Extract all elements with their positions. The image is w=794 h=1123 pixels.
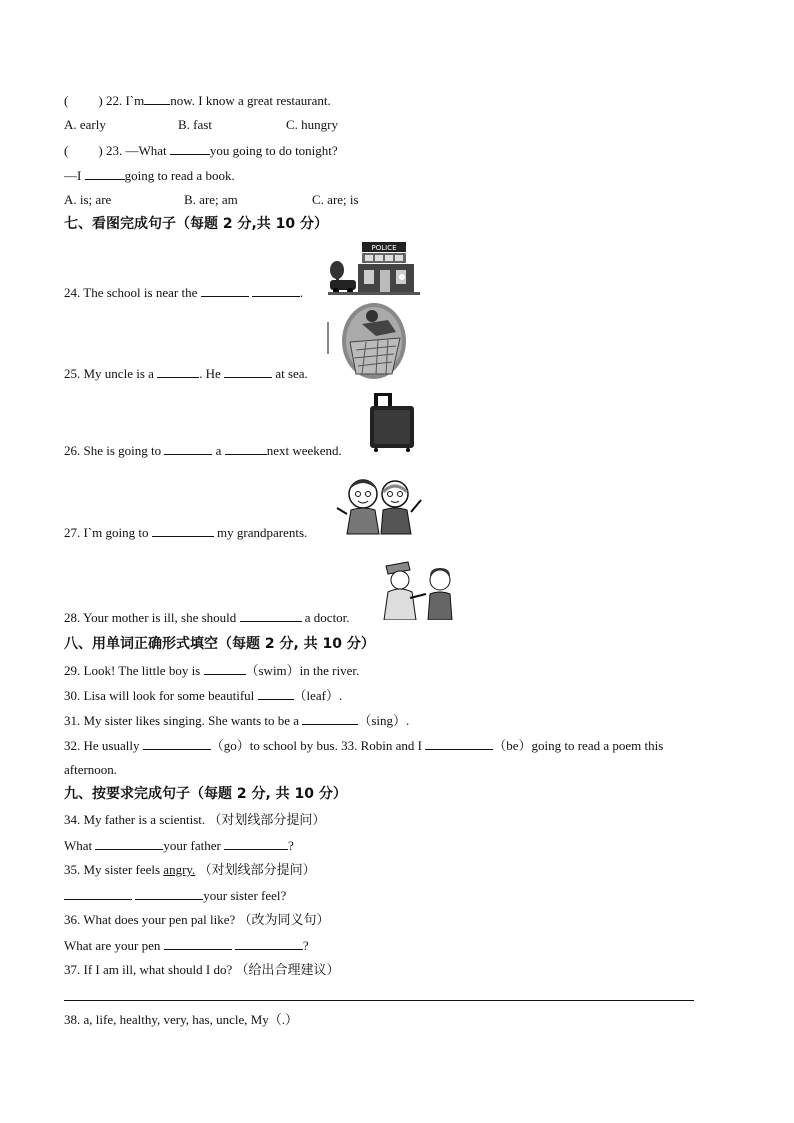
- answer-blank[interactable]: [64, 887, 132, 900]
- question-27: [64, 524, 307, 541]
- police-sign-text: POLICE: [371, 244, 397, 252]
- question-text: . He: [199, 366, 221, 381]
- answer-blank[interactable]: [95, 837, 163, 850]
- instruction-text: （给出合理建议）: [235, 962, 340, 977]
- question-text: Robin and I: [360, 738, 422, 753]
- question-text: next weekend.: [266, 443, 342, 458]
- question-number: 26.: [64, 443, 81, 458]
- answer-blank[interactable]: [164, 442, 212, 455]
- question-text: ?: [288, 838, 294, 853]
- instruction-text: （对划线部分提问）: [198, 862, 316, 877]
- question-text: a, life, healthy, very, has, uncle, My（.）: [83, 1012, 299, 1027]
- answer-line[interactable]: [64, 1000, 694, 1001]
- question-23: [64, 142, 338, 159]
- question-text: My father is a scientist.: [83, 812, 206, 827]
- answer-blank[interactable]: [235, 937, 303, 950]
- answer-blank[interactable]: [85, 167, 125, 180]
- question-text: Your mother is ill, she should: [83, 610, 237, 625]
- question-text: My sister likes singing. She wants to be a: [83, 713, 300, 728]
- question-text: Look! The little boy is: [83, 663, 201, 678]
- answer-blank[interactable]: [224, 837, 288, 850]
- option-b: B. fast: [178, 117, 212, 132]
- answer-blank[interactable]: [201, 284, 249, 297]
- answer-blank[interactable]: [225, 442, 267, 455]
- answer-blank[interactable]: [425, 737, 493, 750]
- question-text: your sister feel?: [203, 888, 287, 903]
- question-text: （be）going to read a poem this: [493, 738, 664, 753]
- question-number: 28.: [64, 610, 81, 625]
- instruction-text: （改为同义句）: [238, 912, 330, 927]
- answer-blank[interactable]: [258, 687, 294, 700]
- question-36: [64, 912, 330, 928]
- question-text: If I am ill, what should I do?: [83, 962, 233, 977]
- underlined-word: angry.: [163, 862, 196, 877]
- answer-blank[interactable]: [144, 92, 170, 105]
- question-number: 22.: [105, 93, 123, 108]
- question-number: 24.: [64, 285, 81, 300]
- question-number: 33.: [341, 738, 358, 753]
- question-29: [64, 662, 359, 679]
- question-text: now. I know a great restaurant.: [170, 93, 331, 108]
- question-number: 38.: [64, 1012, 81, 1027]
- answer-blank[interactable]: [302, 712, 358, 725]
- police-station-picture: [328, 240, 420, 295]
- question-text: My sister feels: [83, 862, 161, 877]
- question-text: （leaf）.: [293, 688, 343, 703]
- question-text: going to read a book.: [124, 168, 235, 183]
- question-text: ?: [302, 938, 309, 953]
- question-number: 37.: [64, 962, 81, 977]
- question-text: at sea.: [275, 366, 308, 381]
- question-35-answer: [64, 887, 286, 904]
- question-31: [64, 712, 409, 729]
- question-text: I`m: [125, 93, 145, 108]
- doctor-picture: [380, 558, 458, 620]
- question-22: [64, 92, 331, 109]
- question-24: [64, 284, 303, 301]
- question-number: 27.: [64, 525, 81, 540]
- question-26: [64, 442, 342, 459]
- question-text: The school is near the: [83, 285, 198, 300]
- question-text: She is going to: [83, 443, 162, 458]
- option-a: A. early: [64, 117, 106, 132]
- question-35: [64, 862, 316, 878]
- answer-paren-close: ): [98, 93, 103, 108]
- question-37: [64, 962, 340, 978]
- question-text: you going to do tonight?: [209, 143, 338, 158]
- question-25: [64, 365, 308, 382]
- instruction-text: （对划线部分提问）: [208, 812, 326, 827]
- question-text: —What: [125, 143, 167, 158]
- section-9-title: 九、按要求完成句子（每题 2 分, 共 10 分）: [64, 786, 347, 802]
- answer-paren-open: (: [64, 93, 69, 108]
- option-b: B. are; am: [184, 192, 238, 207]
- question-38: [64, 1012, 298, 1028]
- answer-blank[interactable]: [224, 365, 272, 378]
- question-text: He usually: [83, 738, 140, 753]
- suitcase-picture: [362, 392, 420, 452]
- question-text: （sing）.: [358, 713, 410, 728]
- question-text: .: [299, 285, 304, 300]
- answer-blank[interactable]: [204, 662, 246, 675]
- question-number: 36.: [64, 912, 81, 927]
- answer-blank[interactable]: [170, 142, 210, 155]
- question-number: 34.: [64, 812, 81, 827]
- section-7-title: 七、看图完成句子（每题 2 分,共 10 分）: [64, 216, 329, 232]
- question-text: your father: [163, 838, 221, 853]
- question-number: 31.: [64, 713, 81, 728]
- answer-blank[interactable]: [240, 609, 302, 622]
- question-36-answer: [64, 937, 309, 954]
- grandparents-picture: [333, 474, 425, 536]
- question-text: —I: [64, 168, 82, 183]
- question-text: Lisa will look for some beautiful: [83, 688, 255, 703]
- option-a: A. is; are: [64, 192, 112, 207]
- answer-blank[interactable]: [152, 524, 214, 537]
- question-32-33: [64, 737, 663, 754]
- answer-blank[interactable]: [143, 737, 211, 750]
- question-34-answer: [64, 837, 294, 854]
- question-text: What does your pen pal like?: [83, 912, 236, 927]
- question-number: 32.: [64, 738, 81, 753]
- question-30: [64, 687, 342, 704]
- answer-paren-open: (: [64, 143, 69, 158]
- question-text: My uncle is a: [83, 366, 154, 381]
- question-text: （swim）in the river.: [245, 663, 360, 678]
- question-23-line2: [64, 167, 235, 184]
- question-text: （go）to school by bus.: [210, 738, 338, 753]
- question-number: 23.: [105, 143, 123, 158]
- question-text: What: [64, 838, 93, 853]
- answer-paren-close: ): [98, 143, 103, 158]
- answer-blank[interactable]: [135, 887, 203, 900]
- option-c: C. hungry: [286, 117, 338, 132]
- fisherman-picture: [326, 302, 410, 380]
- question-number: 35.: [64, 862, 81, 877]
- question-text: my grandparents.: [217, 525, 308, 540]
- section-8-title: 八、用单词正确形式填空（每题 2 分, 共 10 分）: [64, 636, 375, 652]
- option-c: C. are; is: [312, 192, 359, 207]
- question-number: 29.: [64, 663, 81, 678]
- question-text: a doctor.: [304, 610, 350, 625]
- question-number: 30.: [64, 688, 81, 703]
- answer-blank[interactable]: [252, 284, 300, 297]
- question-text: I`m going to: [83, 525, 149, 540]
- question-text: a: [215, 443, 222, 458]
- question-33-line2: afternoon.: [64, 762, 118, 777]
- question-text: What are your pen: [64, 938, 161, 953]
- question-34: [64, 812, 325, 828]
- answer-blank[interactable]: [164, 937, 232, 950]
- answer-blank[interactable]: [157, 365, 199, 378]
- question-number: 25.: [64, 366, 81, 381]
- question-28: [64, 609, 350, 626]
